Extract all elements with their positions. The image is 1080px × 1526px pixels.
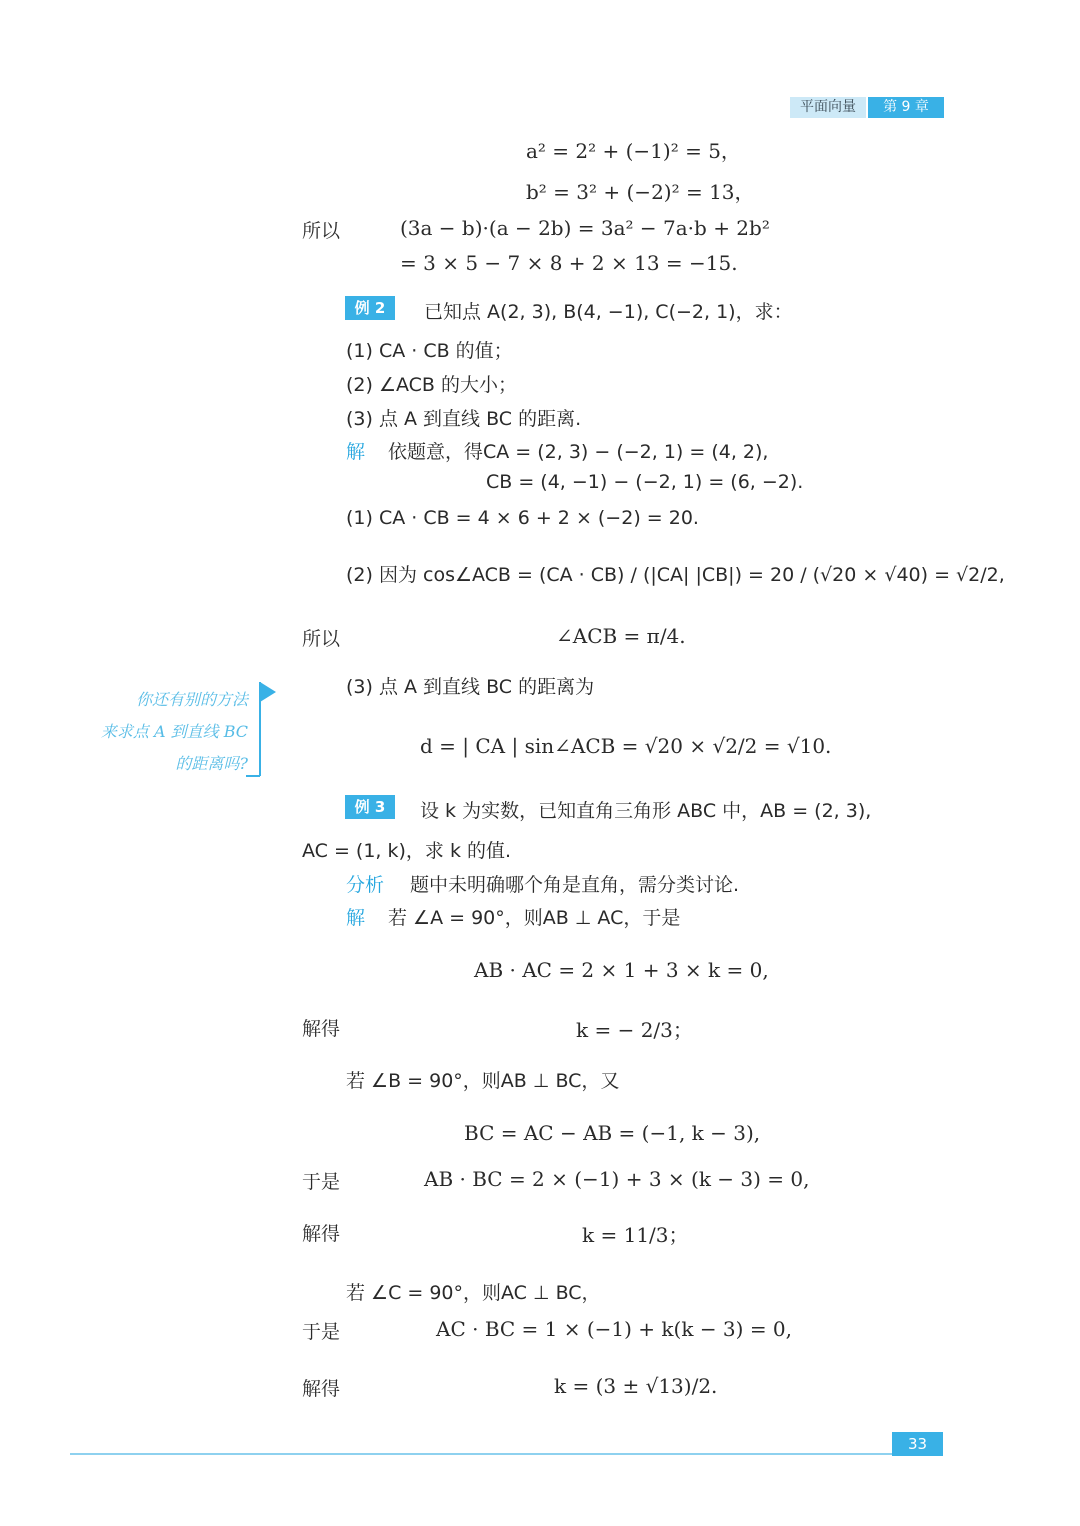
case-b-result: k = 11/3；	[582, 1223, 689, 1247]
chapter-number-label: 第 9 章	[868, 97, 944, 118]
margin-note-line-2: 来求点 A 到直线 BC	[100, 722, 248, 741]
equation-dot-expand: (3a − b)·(a − 2b) = 3a² − 7a·b + 2b²	[400, 216, 770, 240]
case-b-condition: 若 ∠B = 90°，则AB ⊥ BC，又	[346, 1070, 620, 1092]
case-a-condition: 若 ∠A = 90°，则AB ⊥ AC，于是	[388, 907, 681, 929]
margin-note-line-1: 你还有别的方法	[135, 690, 248, 709]
margin-note	[60, 684, 248, 780]
label-suoyi-2: 所以	[302, 628, 341, 650]
margin-note-line-3: 的距离吗?	[175, 754, 248, 773]
solution-label-2: 解	[346, 907, 366, 929]
label-suoyi-1: 所以	[302, 220, 341, 242]
question-3: (3) 点 A 到直线 BC 的距离.	[346, 408, 582, 430]
example-3-statement: 设 k 为实数，已知直角三角形 ABC 中，AB = (2, 3),	[420, 800, 872, 822]
equation-b-squared: b² = 3² + (−2)² = 13，	[526, 180, 755, 204]
case-c-result: k = (3 ± √13)/2.	[554, 1374, 718, 1398]
footer-rule	[70, 1453, 892, 1455]
analysis-text: 题中未明确哪个角是直角，需分类讨论.	[410, 874, 740, 896]
case-c-equation: AC · BC = 1 × (−1) + k(k − 3) = 0,	[436, 1317, 793, 1341]
case-b-equation: AB · BC = 2 × (−1) + 3 × (k − 3) = 0,	[424, 1167, 810, 1191]
solution-line-ca: 依题意，得CA = (2, 3) − (−2, 1) = (4, 2),	[388, 441, 769, 463]
case-a-equation: AB · AC = 2 × 1 + 3 × k = 0,	[474, 958, 769, 982]
label-jiede-3: 解得	[302, 1378, 341, 1400]
label-yushi-2: 于是	[302, 1321, 341, 1343]
case-a-result: k = − 2/3；	[576, 1018, 693, 1042]
angle-acb-result: ∠ACB = π/4.	[556, 624, 686, 648]
distance-formula: d = | CA | sin∠ACB = √20 × √2/2 = √10.	[420, 734, 832, 758]
equation-dot-result: = 3 × 5 − 7 × 8 + 2 × 13 = −15.	[400, 251, 738, 275]
margin-note-bracket	[246, 682, 278, 778]
example-2-tag: 例 2	[345, 296, 395, 320]
case-c-condition: 若 ∠C = 90°，则AC ⊥ BC，	[346, 1282, 601, 1304]
solution-part-1: (1) CA · CB = 4 × 6 + 2 × (−2) = 20.	[346, 507, 699, 529]
question-1: (1) CA · CB 的值；	[346, 340, 513, 362]
example-3-tag: 例 3	[345, 795, 395, 819]
solution-part-3: (3) 点 A 到直线 BC 的距离为	[346, 676, 595, 698]
case-b-bc-vector: BC = AC − AB = (−1, k − 3),	[464, 1121, 761, 1145]
label-jiede-2: 解得	[302, 1223, 341, 1245]
label-yushi-1: 于是	[302, 1171, 341, 1193]
example-2-statement: 已知点 A(2, 3), B(4, −1), C(−2, 1)，求：	[424, 301, 793, 323]
solution-line-cb: CB = (4, −1) − (−2, 1) = (6, −2).	[486, 471, 804, 493]
analysis-label: 分析	[346, 874, 385, 896]
example-3-statement-cont: AC = (1, k)，求 k 的值.	[302, 840, 512, 862]
label-jiede-1: 解得	[302, 1018, 341, 1040]
equation-a-squared: a² = 2² + (−1)² = 5，	[526, 139, 741, 163]
solution-label: 解	[346, 441, 366, 463]
page-number: 33	[892, 1432, 943, 1456]
chapter-section-label: 平面向量	[790, 97, 866, 118]
question-2: (2) ∠ACB 的大小；	[346, 374, 517, 396]
solution-part-2: (2) 因为 cos∠ACB = (CA · CB) / (|CA| |CB|) = 20 / (√20 × √40) = √2/2,	[346, 564, 1005, 586]
